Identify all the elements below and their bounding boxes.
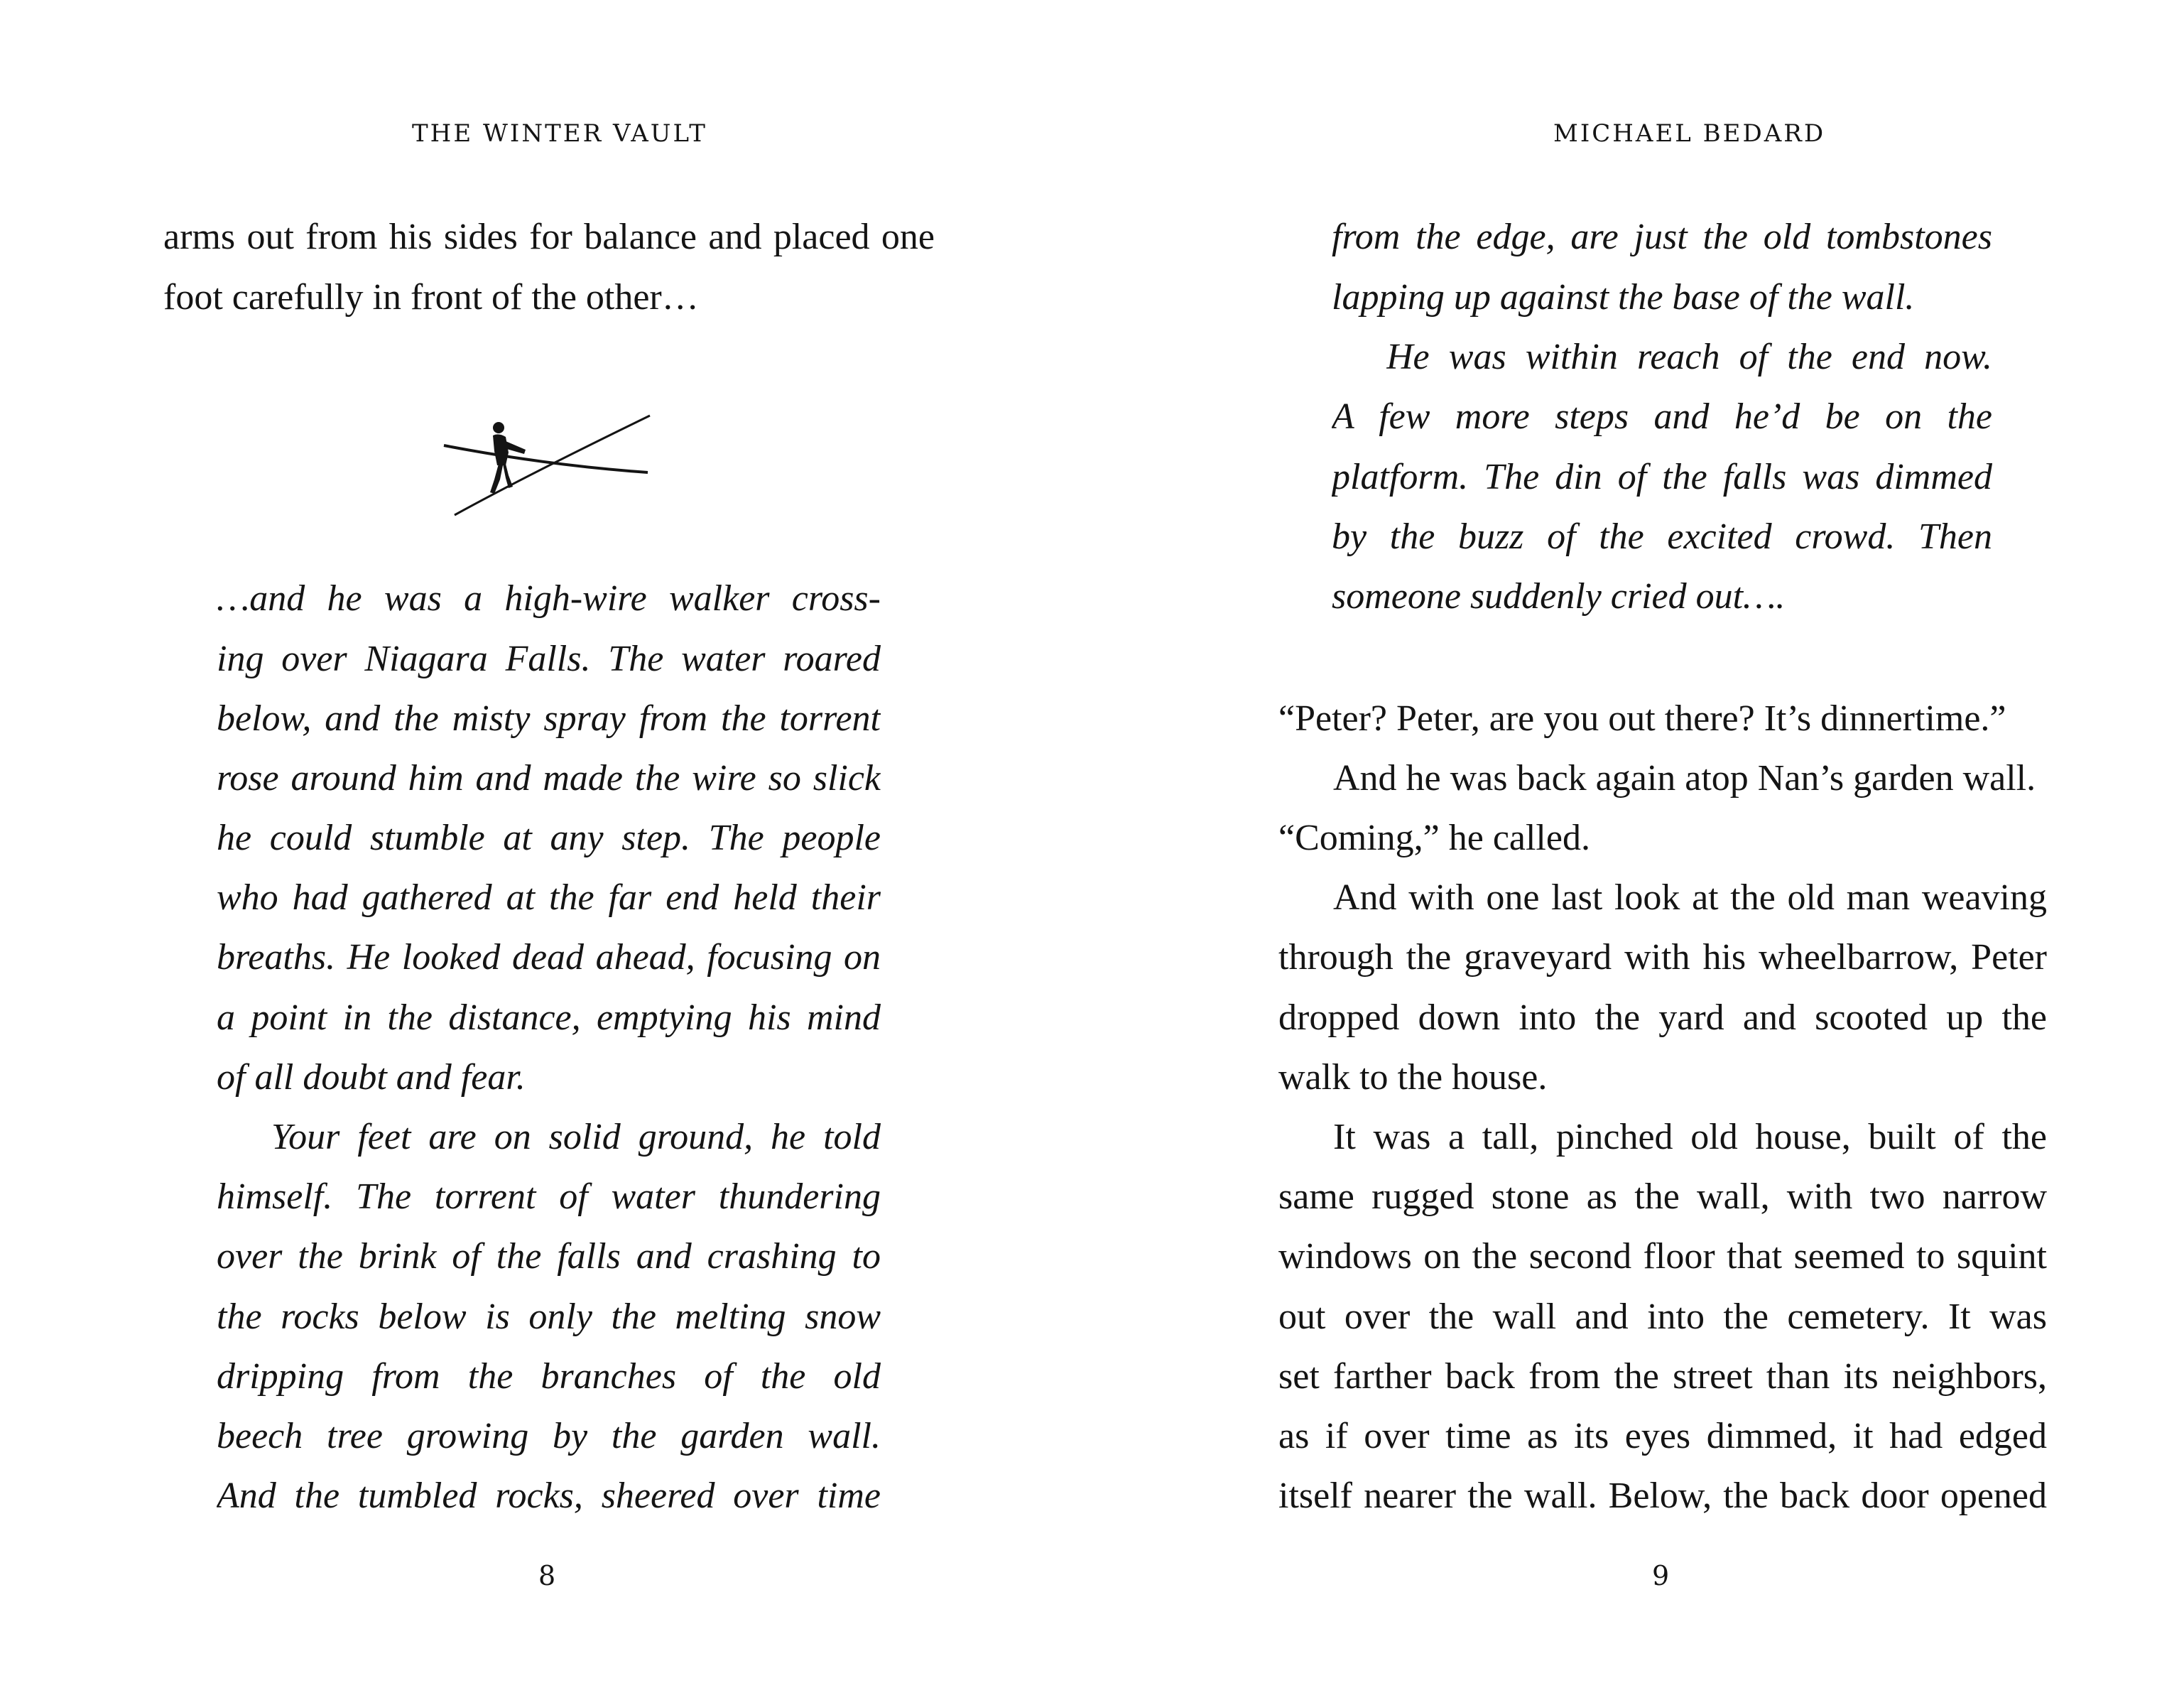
text-line: by the buzz of the excited crowd. Then — [1332, 516, 1992, 557]
text-line: He was within reach of the end now. — [1386, 337, 1992, 377]
text-line: windows on the second floor that seemed to squint — [1278, 1236, 2047, 1277]
text-line: set farther back from the street than its neighbors, — [1278, 1356, 2047, 1397]
text-line: through the graveyard with his wheelbarrow, Peter — [1278, 937, 2047, 978]
text-line: foot carefully in front of the other… — [163, 277, 699, 318]
text-line: beech tree growing by the garden wall. — [217, 1416, 881, 1456]
running-head-book-title: THE WINTER VAULT — [412, 119, 707, 148]
text-line: out over the wall and into the cemetery. It was — [1278, 1297, 2047, 1337]
text-line: “Coming,” he called. — [1278, 818, 1590, 858]
text-line: “Peter? Peter, are you out there? It’s dinnertime.” — [1278, 698, 2006, 739]
text-line: of all doubt and fear. — [217, 1057, 526, 1098]
text-line: as if over time as its eyes dimmed, it had edged — [1278, 1416, 2047, 1456]
text-line: someone suddenly cried out…. — [1332, 576, 1786, 617]
tightrope-walker-icon — [440, 408, 653, 522]
text-line: below, and the misty spray from the torrent — [217, 698, 881, 739]
text-line: It was a tall, pinched old house, built of the — [1333, 1117, 2047, 1157]
text-line: And he was back again atop Nan’s garden wall. — [1333, 758, 2036, 799]
page-number: 9 — [1652, 1560, 1670, 1591]
text-line: same rugged stone as the wall, with two narrow — [1278, 1176, 2047, 1217]
running-head-author: MICHAEL BEDARD — [1553, 119, 1826, 148]
text-line: And with one last look at the old man weaving — [1333, 877, 2047, 918]
text-line: from the edge, are just the old tombstones — [1332, 217, 1992, 257]
text-line: arms out from his sides for balance and placed one — [163, 217, 935, 257]
text-line: himself. The torrent of water thundering — [217, 1176, 881, 1217]
text-line: …and he was a high-wire walker cross- — [217, 578, 881, 619]
text-line: over the brink of the falls and crashing to — [217, 1236, 881, 1277]
text-line: A few more steps and he’d be on the — [1332, 396, 1992, 437]
text-line: rose around him and made the wire so slick — [217, 758, 881, 799]
page-number: 8 — [538, 1560, 556, 1591]
text-line: dropped down into the yard and scooted up the — [1278, 997, 2047, 1038]
text-line: itself nearer the wall. Below, the back door opened — [1278, 1476, 2047, 1516]
text-line: he could stumble at any step. The people — [217, 818, 881, 858]
text-line: breaths. He looked dead ahead, focusing on — [217, 937, 881, 978]
text-line: the rocks below is only the melting snow — [217, 1297, 881, 1337]
text-line: platform. The din of the falls was dimmed — [1332, 457, 1992, 497]
text-line: who had gathered at the far end held their — [217, 877, 881, 918]
right-page — [1092, 0, 2184, 1705]
text-line: lapping up against the base of the wall. — [1332, 277, 1915, 318]
text-line: dripping from the branches of the old — [217, 1356, 881, 1397]
text-line: a point in the distance, emptying his mind — [217, 997, 881, 1038]
text-line: ing over Niagara Falls. The water roared — [217, 639, 881, 679]
text-line: And the tumbled rocks, sheered over time — [217, 1476, 881, 1516]
text-line: Your feet are on solid ground, he told — [271, 1117, 881, 1157]
text-line: walk to the house. — [1278, 1057, 1548, 1098]
